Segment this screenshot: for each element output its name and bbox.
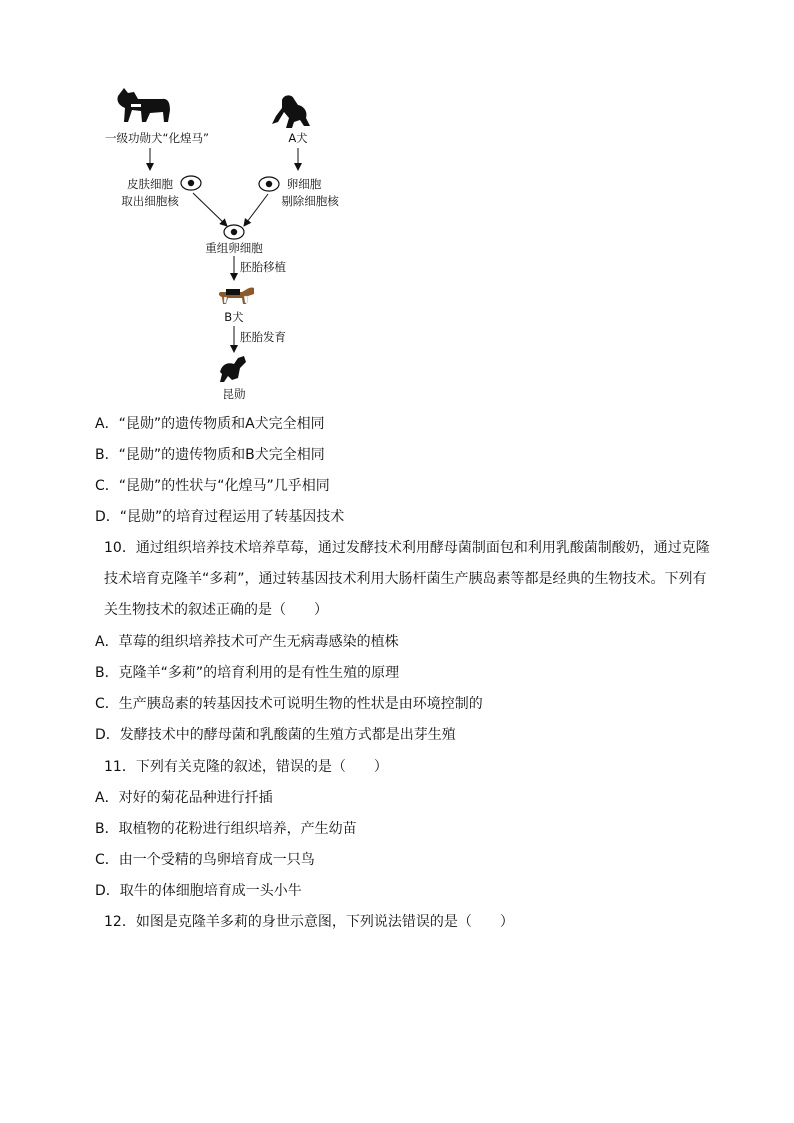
skin-cell-label: 皮肤细胞 (127, 177, 173, 191)
egg-cell-sublabel: 剔除细胞核 (281, 194, 339, 208)
q10-option-d: D．发酵技术中的酵母菌和乳酸菌的生殖方式都是出芽生殖 (95, 727, 456, 743)
arrow-egg-to-recombined (244, 194, 268, 226)
cloning-diagram (0, 0, 794, 420)
skin-cell-icon (181, 176, 201, 190)
a-dog-label: A犬 (288, 131, 308, 145)
q10-option-c: C．生产胰岛素的转基因技术可说明生物的性状是由环境控制的 (95, 696, 483, 712)
q12-stem: 12．如图是克隆羊多莉的身世示意图，下列说法错误的是（ ） (104, 914, 514, 930)
q10-stem-line-3: 关生物技术的叙述正确的是（ ） (104, 602, 328, 618)
recombined-cell-label: 重组卵细胞 (205, 241, 263, 255)
embryo-development-label: 胚胎发育 (240, 330, 286, 344)
egg-cell-icon (259, 177, 279, 191)
q11-stem: 11．下列有关克隆的叙述，错误的是（ ） (104, 759, 388, 775)
q10-option-a: A．草莓的组织培养技术可产生无病毒感染的植株 (95, 634, 399, 650)
arrow-skin-to-recombined (193, 193, 227, 226)
q11-option-d: D．取牛的体细胞培育成一头小牛 (95, 883, 302, 899)
q9-option-b: B．“昆勋”的遗传物质和B犬完全相同 (95, 447, 325, 463)
q9-option-a: A．“昆勋”的遗传物质和A犬完全相同 (95, 416, 325, 432)
q10-option-b: B．克隆羊“多莉”的培育利用的是有性生殖的原理 (95, 665, 400, 681)
q9-option-d: D．“昆勋”的培育过程运用了转基因技术 (95, 509, 345, 525)
q11-option-c: C．由一个受精的鸟卵培育成一只鸟 (95, 852, 315, 868)
kunxun-dog-image (220, 356, 246, 382)
a-dog-image (272, 95, 310, 128)
q11-option-a: A．对好的菊花品种进行扦插 (95, 790, 273, 806)
egg-cell-label: 卵细胞 (286, 177, 322, 191)
skin-cell-sublabel: 取出细胞核 (121, 194, 179, 208)
q10-stem-line-2: 技术培育克隆羊“多莉”，通过转基因技术利用大肠杆菌生产胰岛素等都是经典的生物技术。下列有 (104, 571, 707, 587)
q11-option-b: B．取植物的花粉进行组织培养，产生幼苗 (95, 821, 357, 837)
q10-stem-line-1: 10．通过组织培养技术培养草莓，通过发酵技术利用酵母菌制面包和利用乳酸菌制酸奶，通过克隆 (104, 540, 710, 556)
embryo-transfer-label: 胚胎移植 (240, 260, 286, 274)
kunxun-label: 昆勋 (222, 387, 246, 401)
b-dog-image (219, 287, 254, 304)
donor-dog-image (117, 88, 170, 122)
q9-option-c: C．“昆勋”的性状与“化煌马”几乎相同 (95, 478, 330, 494)
donor-dog-label: 一级功勋犬“化煌马” (105, 131, 209, 145)
recombined-cell-icon (224, 225, 244, 239)
b-dog-label: B犬 (224, 310, 244, 324)
